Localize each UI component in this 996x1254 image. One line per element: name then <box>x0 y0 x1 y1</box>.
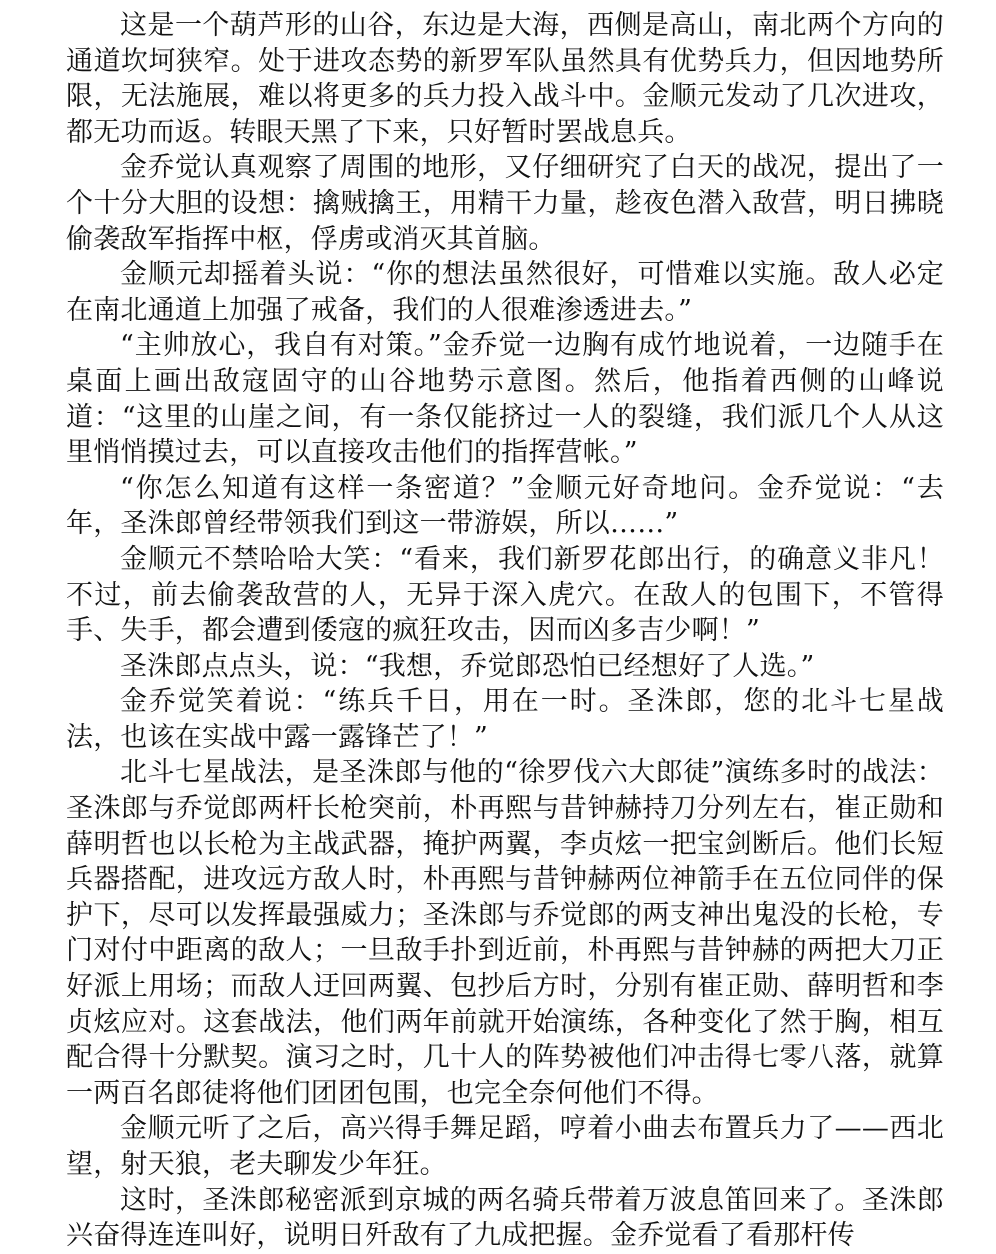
paragraph: “主帅放心，我自有对策。”金乔觉一边胸有成竹地说着，一边随手在桌面上画出敌寇固守的山谷地势示意图。然后，他指着西侧的山峰说道：“这里的山崖之间，有一条仅能挤过一人的裂缝，我们派几个人从这里悄悄摸过去，可以直接攻击他们的指挥营帐。” <box>66 330 944 469</box>
paragraph: 北斗七星战法，是圣洙郎与他的“徐罗伐六大郎徒”演练多时的战法：圣洙郎与乔觉郎两杆长枪突前，朴再熙与昔钟赫持刀分列左右，崔正勋和薛明哲也以长枪为主战武器，掩护两翼，李贞炫一把宝剑断后。他们长短兵器搭配，进攻远方敌人时，朴再熙与昔钟赫两位神箭手在五位同伴的保护下，尽可以发挥最强威力；圣洙郎与乔觉郎的两支神出鬼没的长枪，专门对付中距离的敌人；一旦敌手扑到近前，朴再熙与昔钟赫的两把大刀正好派上用场；而敌人迂回两翼、包抄后方时，分别有崔正勋、薛明哲和李贞炫应对。这套战法，他们两年前就开始演练，各种变化了然于胸，相互配合得十分默契。演习之时，几十人的阵势被他们冲击得七零八落，就算一两百名郎徒将他们团团包围，也完全奈何他们不得。 <box>66 757 944 1109</box>
paragraph: “你怎么知道有这样一条密道？”金顺元好奇地问。金乔觉说：“去年，圣洙郎曾经带领我们到这一带游娱，所以……” <box>66 472 944 540</box>
paragraph: 金顺元却摇着头说：“你的想法虽然很好，可惜难以实施。敌人必定在南北通道上加强了戒备，我们的人很难渗透进去。” <box>66 259 944 326</box>
paragraph: 圣洙郎点点头，说：“我想，乔觉郎恐怕已经想好了人选。” <box>120 650 815 682</box>
paragraph: 这时，圣洙郎秘密派到京城的两名骑兵带着万波息笛回来了。圣洙郎兴奋得连连叫好，说明日歼敌有了九成把握。金乔觉看了看那杆传 <box>66 1184 944 1252</box>
paragraph: 金乔觉认真观察了周围的地形，又仔细研究了白天的战况，提出了一个十分大胆的设想：擒贼擒王，用精干力量，趁夜色潜入敌营，明日拂晓偷袭敌军指挥中枢，俘虏或消灭其首脑。 <box>66 152 944 255</box>
paragraph: 金顺元不禁哈哈大笑：“看来，我们新罗花郎出行，的确意义非凡！不过，前去偷袭敌营的人，无异于深入虎穴。在敌人的包围下，不管得手、失手，都会遭到倭寇的疯狂攻击，因而凶多吉少啊！” <box>66 543 944 647</box>
paragraph: 金顺元听了之后，高兴得手舞足蹈，哼着小曲去布置兵力了——西北望，射天狼，老夫聊发少年狂。 <box>66 1113 944 1180</box>
paragraph: 这是一个葫芦形的山谷，东边是大海，西侧是高山，南北两个方向的通道坎坷狭窄。处于进攻态势的新罗军队虽然具有优势兵力，但因地势所限，无法施展，难以将更多的兵力投入战斗中。金顺元发动了几次进攻，都无功而返。转眼天黑了下来，只好暂时罢战息兵。 <box>66 10 944 148</box>
paragraph: 金乔觉笑着说：“练兵千日，用在一时。圣洙郎，您的北斗七星战法，也该在实战中露一露锋芒了！” <box>66 686 944 753</box>
